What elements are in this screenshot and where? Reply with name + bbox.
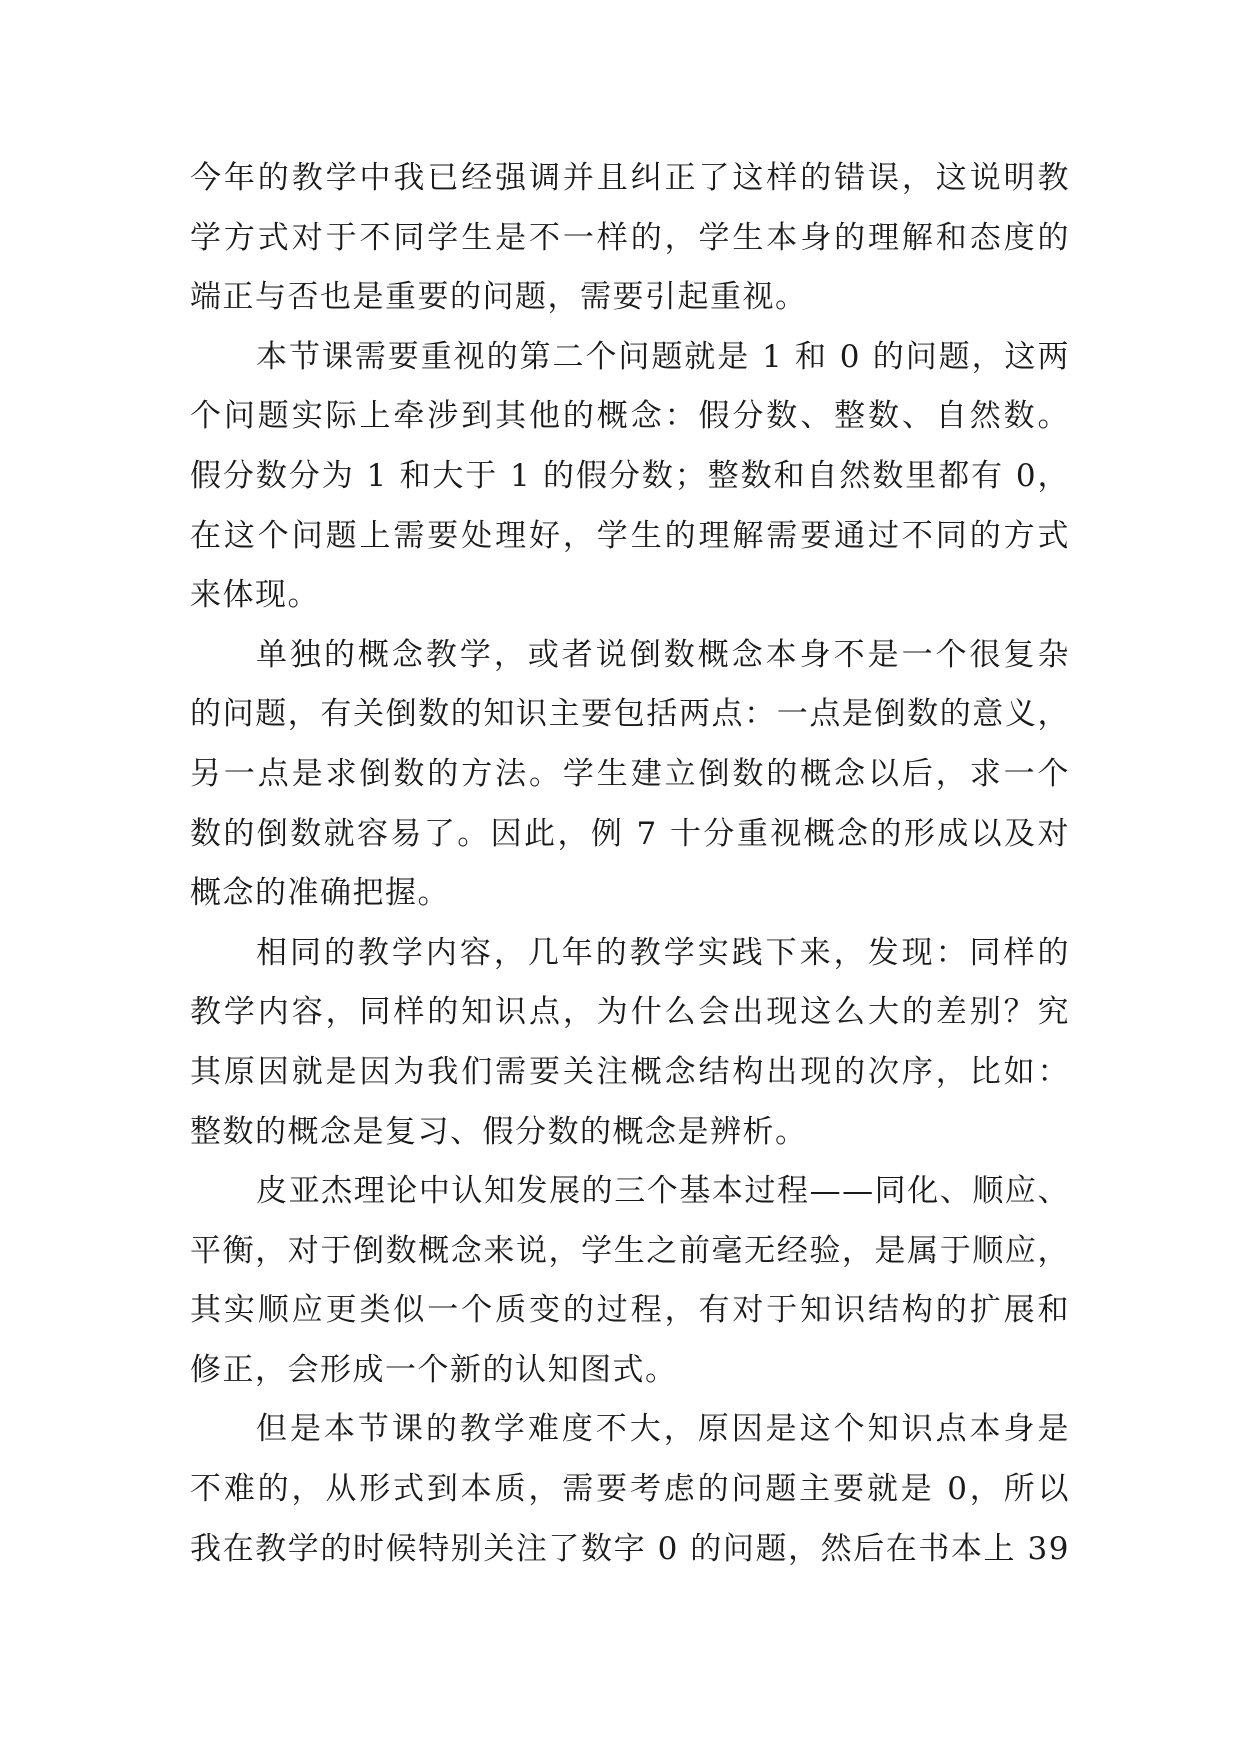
text-line: 不难的，从形式到本质，需要考虑的问题主要就是 0，所以 bbox=[190, 1471, 1070, 1508]
text-line: 来体现。 bbox=[190, 577, 320, 614]
paragraph-6 bbox=[190, 1409, 1070, 1569]
text-line: 其原因就是因为我们需要关注概念结构出现的次序，比如： bbox=[190, 1053, 1070, 1090]
document-body bbox=[190, 158, 1070, 1588]
paragraph-5 bbox=[190, 1171, 1070, 1391]
text-line: 皮亚杰理论中认知发展的三个基本过程——同化、顺应、 bbox=[256, 1173, 1070, 1210]
text-line: 修正，会形成一个新的认知图式。 bbox=[190, 1351, 678, 1388]
text-line: 概念的准确把握。 bbox=[190, 875, 450, 912]
text-line: 但是本节课的教学难度不大，原因是这个知识点本身是 bbox=[256, 1411, 1070, 1448]
text-line: 教学内容，同样的知识点，为什么会出现这么大的差别？究 bbox=[190, 994, 1070, 1031]
text-line: 的问题，有关倒数的知识主要包括两点：一点是倒数的意义， bbox=[190, 696, 1070, 733]
text-line: 学方式对于不同学生是不一样的，学生本身的理解和态度的 bbox=[190, 219, 1070, 256]
text-line: 数的倒数就容易了。因此，例 7 十分重视概念的形成以及对 bbox=[190, 815, 1070, 852]
text-line: 其实顺应更类似一个质变的过程，有对于知识结构的扩展和 bbox=[190, 1292, 1070, 1329]
text-line: 平衡，对于倒数概念来说，学生之前毫无经验，是属于顺应， bbox=[190, 1232, 1070, 1269]
text-line: 在这个问题上需要处理好，学生的理解需要通过不同的方式 bbox=[190, 517, 1070, 554]
text-line: 另一点是求倒数的方法。学生建立倒数的概念以后，求一个 bbox=[190, 755, 1070, 792]
paragraph-1 bbox=[190, 158, 1070, 318]
text-line: 今年的教学中我已经强调并且纠正了这样的错误，这说明教 bbox=[190, 160, 1070, 196]
text-line: 端正与否也是重要的问题，需要引起重视。 bbox=[190, 279, 808, 316]
text-line: 单独的概念教学，或者说倒数概念本身不是一个很复杂 bbox=[256, 636, 1070, 673]
text-line: 整数的概念是复习、假分数的概念是辨析。 bbox=[190, 1113, 808, 1150]
text-line: 假分数分为 1 和大于 1 的假分数；整数和自然数里都有 0， bbox=[190, 457, 1070, 494]
text-line: 我在教学的时候特别关注了数字 0 的问题，然后在书本上 39 bbox=[190, 1530, 1070, 1567]
paragraph-2 bbox=[190, 337, 1070, 616]
text-line: 个问题实际上牵涉到其他的概念：假分数、整数、自然数。 bbox=[190, 398, 1070, 435]
text-line: 本节课需要重视的第二个问题就是 1 和 0 的问题，这两 bbox=[256, 338, 1070, 375]
paragraph-4 bbox=[190, 933, 1070, 1153]
text-line: 相同的教学内容，几年的教学实践下来，发现：同样的 bbox=[256, 934, 1070, 971]
paragraph-3 bbox=[190, 635, 1070, 914]
